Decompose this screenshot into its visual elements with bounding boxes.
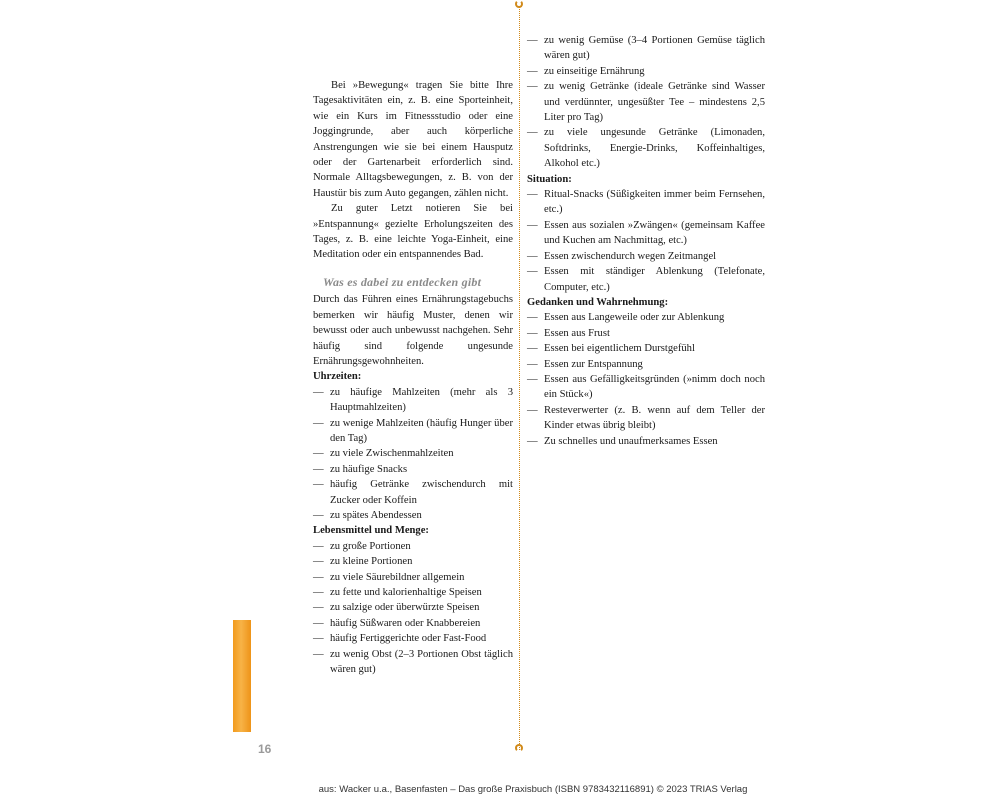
- group-heading-lebensmittel: Lebensmittel und Menge:: [313, 525, 429, 537]
- subheading: Was es dabei zu entdecken gibt: [323, 274, 482, 289]
- list-item: — Essen aus Langeweile oder zur Ablenkung: [527, 310, 765, 325]
- divider-top-ornament: [515, 0, 523, 8]
- list-item: — zu fette und kalorienhaltige Speisen: [313, 585, 513, 600]
- list-item: — zu wenig Getränke (ideale Getränke sind Wasser und verdünnter, ungesüßter Tee – mindestens 2,5 Liter pro Tag): [527, 79, 765, 125]
- list-item: — zu wenig Gemüse (3–4 Portionen Gemüse täglich wären gut): [527, 33, 765, 64]
- list-item: — zu häufige Mahlzeiten (mehr als 3 Hauptmahlzeiten): [313, 385, 513, 416]
- list-item: — Essen mit ständiger Ablenkung (Telefonate, Computer, etc.): [527, 264, 765, 295]
- list-item: — häufig Fertiggerichte oder Fast-Food: [313, 631, 513, 646]
- list-item: — Zu schnelles und unaufmerksames Essen: [527, 434, 765, 449]
- list-item: — Essen aus Frust: [527, 326, 765, 341]
- list-item: — häufig Süßwaren oder Knabbereien: [313, 616, 513, 631]
- list-item: — zu wenig Obst (2–3 Portionen Obst täglich wären gut): [313, 647, 513, 678]
- list-item: — zu kleine Portionen: [313, 554, 513, 569]
- group-heading-uhrzeiten: Uhrzeiten:: [313, 371, 362, 383]
- right-column: [527, 33, 765, 449]
- page-number: 16: [258, 742, 272, 756]
- list-lebensmittel-continued: [527, 33, 765, 172]
- list-item: — zu einseitige Ernährung: [527, 64, 765, 79]
- list-item: — Essen aus sozialen »Zwängen« (gemeinsam Kaffee und Kuchen am Nachmittag, etc.): [527, 218, 765, 249]
- list-item: — häufig Getränke zwischendurch mit Zucker oder Koffein: [313, 477, 513, 508]
- list-item: — zu wenige Mahlzeiten (häufig Hunger über den Tag): [313, 416, 513, 447]
- list-item: — zu große Portionen: [313, 539, 513, 554]
- list-item: — Ritual-Snacks (Süßigkeiten immer beim Fernsehen, etc.): [527, 187, 765, 218]
- paragraph-entspannung: Zu guter Letzt notieren Sie bei »Entspannung« gezielte Erholungszeiten des Tages, z. B. eine leichte Yoga-Einheit, eine Meditation oder ein entspannendes Bad.: [313, 203, 513, 261]
- list-item: — zu viele Säurebildner allgemein: [313, 570, 513, 585]
- paragraph-bewegung: Bei »Bewegung« tragen Sie bitte Ihre Tagesaktivitäten ein, z. B. eine Sporteinheit, wie ein Kurs im Fitnessstudio oder eine Joggingrunde, aber auch körperliche Anstrengungen wie sie bei einem Hausputz oder der Gartenarbeit erforderlich sind. Normale Alltagsbewegungen, z. B. von der Haustür bis zum Auto gegangen, zählen nicht.: [313, 80, 513, 199]
- list-uhrzeiten: [313, 385, 513, 524]
- list-item: — zu viele ungesunde Getränke (Limonaden, Softdrinks, Energie-Drinks, Koffeinhaltiges, Alkohol etc.): [527, 125, 765, 171]
- column-divider: [519, 6, 520, 750]
- chapter-side-tab: [233, 620, 251, 732]
- list-item: — Essen zwischendurch wegen Zeitmangel: [527, 249, 765, 264]
- group-heading-gedanken: Gedanken und Wahrnehmung:: [527, 296, 669, 308]
- list-item: — Essen zur Entspannung: [527, 357, 765, 372]
- list-item: — zu spätes Abendessen: [313, 508, 513, 523]
- list-situation: [527, 187, 765, 295]
- list-gedanken: [527, 310, 765, 449]
- list-item: — zu viele Zwischenmahlzeiten: [313, 446, 513, 461]
- divider-bottom-ornament: [515, 744, 523, 752]
- group-heading-situation: Situation:: [527, 173, 572, 185]
- list-lebensmittel: [313, 539, 513, 678]
- list-item: — Essen bei eigentlichem Durstgefühl: [527, 341, 765, 356]
- list-item: — zu häufige Snacks: [313, 462, 513, 477]
- list-item: — Essen aus Gefälligkeitsgründen (»nimm doch noch ein Stück«): [527, 372, 765, 403]
- source-footer: aus: Wacker u.a., Basenfasten – Das große Praxisbuch (ISBN 9783432116891) © 2023 TRIAS Verlag: [318, 784, 748, 795]
- left-column: [313, 78, 513, 677]
- paragraph-muster: Durch das Führen eines Ernährungstagebuchs bemerken wir häufig Muster, denen wir bewusst oder auch unbewusst nachgehen. Sehr häufig sind folgende ungesunde Ernährungsgewohnheiten.: [313, 294, 513, 367]
- list-item: — zu salzige oder überwürzte Speisen: [313, 600, 513, 615]
- list-item: — Resteverwerter (z. B. wenn auf dem Teller der Kinder etwas übrig bleibt): [527, 403, 765, 434]
